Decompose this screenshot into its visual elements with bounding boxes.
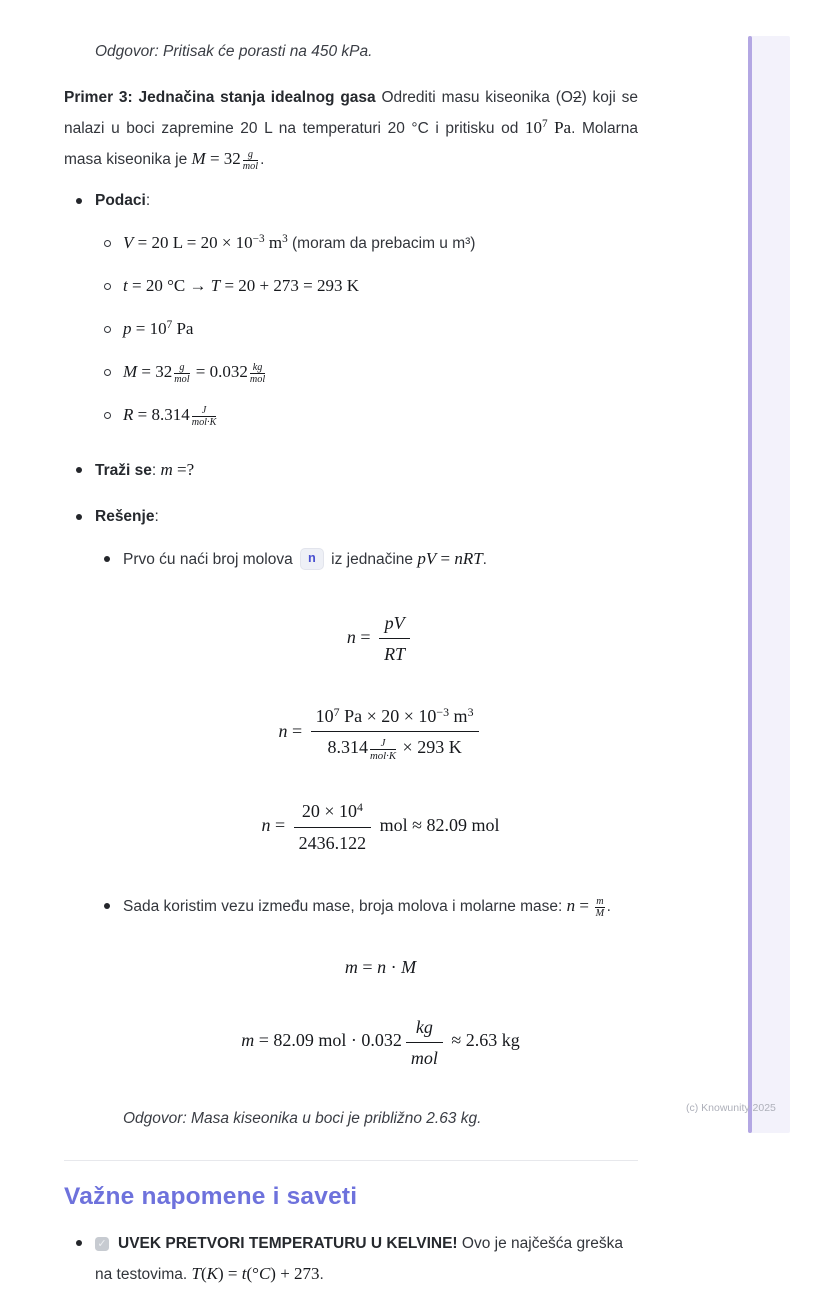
note-list-item — [64, 1229, 638, 1290]
bullet-icon — [76, 514, 82, 520]
circle-bullet-icon — [104, 240, 111, 247]
list-item-podaci — [64, 187, 638, 215]
bullet-icon — [76, 1240, 82, 1246]
section-heading: Važne napomene i saveti — [64, 1182, 358, 1210]
answer-line-2: Odgovor: Masa kiseonika u boci je približno 2.63 kg. — [123, 1109, 482, 1127]
podaci-item-text: R = 8.314 J mol·K — [123, 404, 217, 429]
bullet-icon — [76, 198, 82, 204]
right-margin-highlight — [748, 36, 790, 1133]
equation-display-5 — [64, 1014, 638, 1071]
checked-checkbox-icon: ✓ — [95, 1237, 109, 1251]
circle-bullet-icon — [104, 283, 111, 290]
document-content — [64, 40, 638, 1290]
podaci-label: Podaci: — [95, 191, 151, 209]
podaci-item-text: M = 32 g mol = 0.032 kg mol — [123, 361, 266, 386]
equation-n-pv-rt: n = $\frac{pV}{RT}$ — [347, 627, 414, 647]
bullet-icon — [76, 467, 82, 473]
inline-code-n: n — [300, 548, 324, 570]
bullet-icon — [104, 556, 110, 562]
answer-line-1: Odgovor: Pritisak će porasti na 450 kPa. — [95, 43, 373, 60]
solution-step-1-text: Prvo ću naći broj molova n iz jednačine pV = nRT. — [123, 548, 487, 568]
equation-m-n-M: m = n · M — [344, 956, 417, 977]
podaci-item-text: V = 20 $L = 20 \times 10^{-3}$ $m^3$ (moram da prebacim u m³) — [123, 232, 476, 252]
note-text: ✓ UVEK PRETVORI TEMPERATURU U KELVINE! Ovo je najčešća greška na testovima. T(K) = t(°C) + 273. — [95, 1234, 624, 1283]
podaci-item-text: t = 20 °C → T = 20 + 273 = 293 K — [123, 275, 359, 295]
solution-step-1 — [64, 545, 638, 574]
circle-bullet-icon — [104, 412, 111, 419]
list-item-trazi-se — [64, 456, 638, 485]
equation-display-4 — [64, 957, 638, 978]
solution-step-2-text: Sada koristim vezu između mase, broja molova i molarne mase: n = $\frac{m}{M}$ . — [123, 895, 611, 920]
podaci-list-item — [64, 229, 638, 258]
podaci-item-text: $p = 10^7$ Pa — [123, 318, 194, 338]
list-item-resenje — [64, 503, 638, 531]
equation-display-3 — [64, 798, 638, 855]
podaci-list-item — [64, 272, 638, 301]
podaci-list-item — [64, 315, 638, 344]
copyright-watermark: (c) Knowunity 2025 — [686, 1102, 776, 1114]
podaci-list-item — [64, 358, 638, 387]
bullet-icon — [104, 903, 110, 909]
equation-display-2 — [64, 703, 638, 762]
trazi-se-text: Traži se: m =? — [95, 459, 195, 479]
podaci-list-item — [64, 401, 638, 430]
equation-m-result: m = 82.09 mol · 0.032 kg mol ≈ 2.63 kg — [241, 1030, 520, 1050]
resenje-label: Rešenje: — [95, 507, 159, 525]
primer3-paragraph: Primer 3: Jednačina stanja idealnog gasa Odrediti masu kiseonika (O2) koji se nalazi u boci zapremine 20 L na temperaturi 20 °C i pritisku od $10^7$ Pa. Molarna masa kiseonika je M = 32 g mol . — [64, 88, 639, 173]
circle-bullet-icon — [104, 326, 111, 333]
equation-n-substituted: n = $10^7$ $Pa \times 20 \times 10^{-3}$ $m^3$ 8.314 J mol·K × 293 K — [279, 721, 483, 741]
solution-step-2 — [64, 892, 638, 921]
equation-display-1 — [64, 610, 638, 667]
circle-bullet-icon — [104, 369, 111, 376]
highlight-edge-line — [748, 36, 752, 1133]
section-divider — [64, 1160, 638, 1161]
equation-n-result: n = $\frac{20 \times 10^4}{2436.122}$ mol ≈ 82.09 mol — [261, 815, 499, 835]
